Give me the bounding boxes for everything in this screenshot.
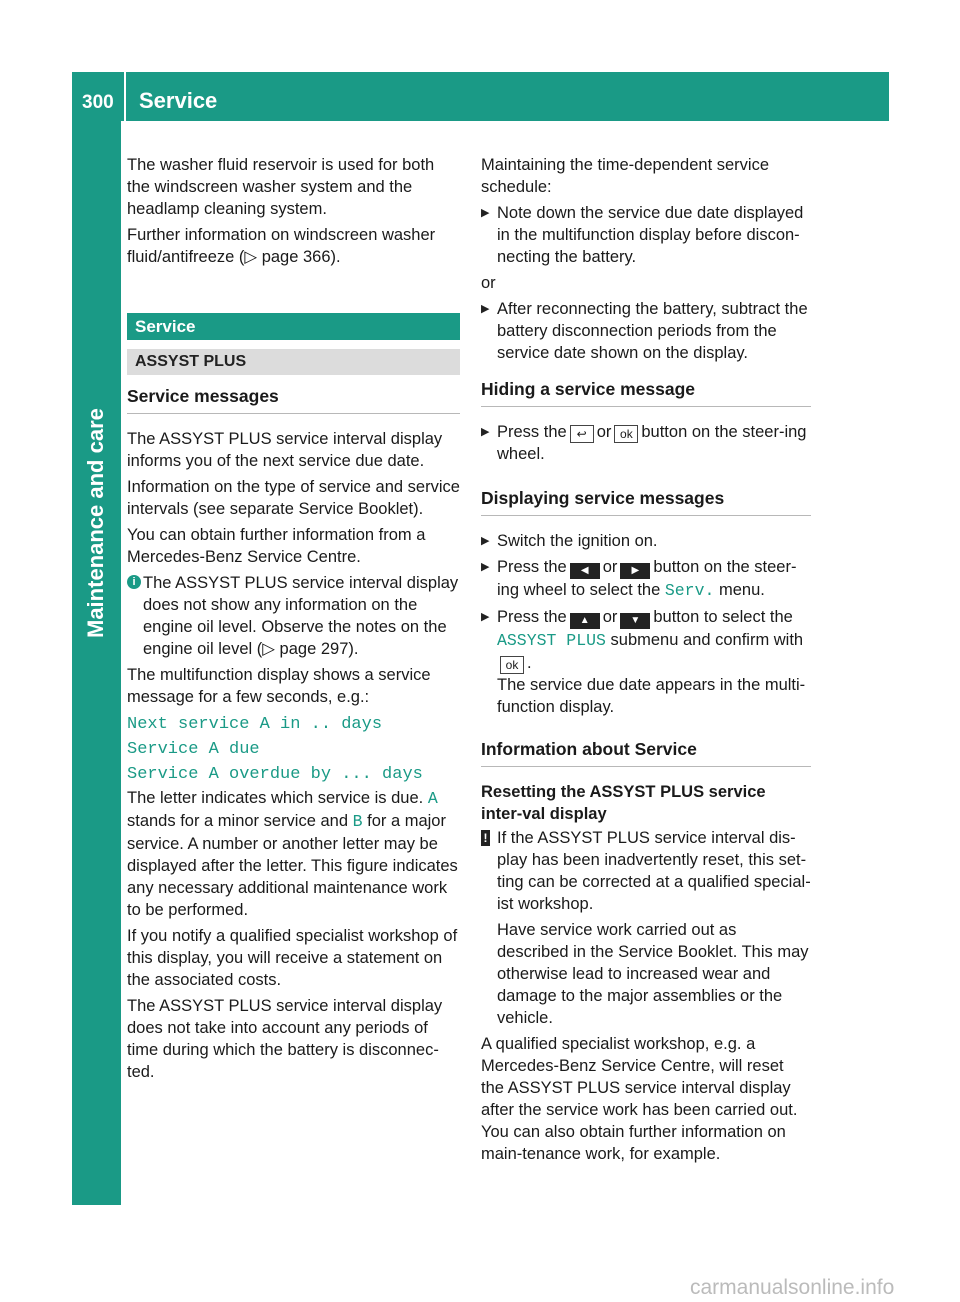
- step-text: .: [527, 654, 532, 672]
- step-text: menu.: [718, 581, 765, 599]
- ok-button-icon: ok: [614, 425, 638, 443]
- paragraph: The ASSYST PLUS service interval display does not take into account any periods of time during which the battery is disconnec-ted.: [127, 997, 443, 1081]
- side-tab: [72, 121, 121, 1161]
- step-text: Switch the ignition on.: [497, 532, 658, 550]
- step-text: submenu and confirm with: [610, 631, 804, 649]
- left-arrow-button-icon: ◀: [570, 563, 600, 579]
- warning-note: [481, 827, 811, 1029]
- right-column: [481, 154, 811, 1169]
- text: The letter indicates which service is due.: [127, 789, 424, 807]
- subheading-reset: Resetting the ASSYST PLUS service inter-val display: [481, 783, 766, 823]
- info-note: [127, 572, 460, 660]
- step: [481, 421, 811, 465]
- service-letter-a: A: [427, 789, 438, 808]
- info-note-text: The ASSYST PLUS service interval display does not show any information on the engine oil level. Observe the notes on the engine oil level (: [143, 574, 459, 658]
- page-number: 300: [82, 92, 114, 113]
- heading-displaying: Displaying service messages: [481, 487, 811, 516]
- paragraph-service-letter: [127, 787, 460, 921]
- page-ref-icon: ▷: [262, 640, 275, 658]
- step-text: button on the steer-ing wheel.: [497, 423, 807, 463]
- step-text: Press the: [497, 608, 567, 626]
- paragraph: The ASSYST PLUS service interval display informs you of the next service due date.: [127, 430, 443, 470]
- arrow-icon: ▶: [481, 303, 490, 315]
- paragraph: You can obtain further information from a Mercedes-Benz Service Centre.: [127, 526, 426, 566]
- page-ref: page 297).: [279, 640, 359, 658]
- display-message: Next service A in .. days: [127, 715, 383, 734]
- heading-service-messages: Service messages: [127, 385, 460, 414]
- submenu-name: ASSYST PLUS: [497, 631, 606, 650]
- heading-hiding: Hiding a service message: [481, 378, 811, 407]
- step: [481, 530, 811, 552]
- step-text: After reconnecting the battery, subtract the battery disconnection periods from the service date shown on the display.: [497, 300, 808, 362]
- paragraph: Maintaining the time-dependent service schedule:: [481, 156, 770, 196]
- up-arrow-button-icon: ▲: [570, 613, 600, 629]
- side-tab-label: Maintenance and care: [83, 408, 108, 638]
- section-bar-service: Service: [127, 313, 460, 340]
- step-text: or: [596, 423, 612, 441]
- step-text: button on the steer-ing wheel to select the: [497, 558, 797, 599]
- info-icon: i: [127, 575, 141, 589]
- left-column: [127, 154, 460, 1087]
- section-bar-assyst: ASSYST PLUS: [127, 349, 460, 375]
- paragraph: The multifunction display shows a service message for a few seconds, e.g.:: [127, 666, 431, 706]
- text: stands for a minor service and: [127, 812, 349, 830]
- service-letter-b: B: [352, 812, 363, 831]
- intro-reference-text: Further information on windscreen washer fluid/antifreeze (: [127, 226, 436, 266]
- menu-name: Serv.: [664, 581, 715, 600]
- intro-reference: [127, 224, 460, 268]
- page-title: Service: [139, 88, 218, 113]
- header-divider: [124, 72, 126, 121]
- arrow-icon: ▶: [481, 426, 490, 438]
- step: [481, 202, 811, 268]
- back-button-icon: ↩: [570, 425, 594, 443]
- step: [481, 298, 811, 364]
- step-result: The service due date appears in the multi-function display.: [497, 676, 806, 716]
- arrow-icon: ▶: [481, 561, 490, 573]
- display-message: Service A due: [127, 740, 260, 759]
- side-tab-marker: [72, 1161, 121, 1205]
- step: [481, 556, 811, 602]
- right-arrow-button-icon: ▶: [620, 563, 650, 579]
- warning-icon: !: [481, 830, 490, 846]
- paragraph: Information on the type of service and service intervals (see separate Service Booklet).: [127, 478, 460, 518]
- arrow-icon: ▶: [481, 535, 490, 547]
- text: for a major service. A number or another letter may be displayed after the letter. This figure indicates any necessary additional maintenance work to be performed.: [127, 812, 458, 919]
- step-text: Note down the service due date displayed in the multifunction display before discon-necting the battery.: [497, 204, 804, 266]
- or-text: or: [481, 274, 496, 292]
- intro-paragraph: The washer fluid reservoir is used for both the windscreen washer system and the headlamp cleaning system.: [127, 156, 435, 218]
- step-text: button to select the: [653, 608, 793, 626]
- step: [481, 606, 811, 718]
- watermark: carmanualsonline.info: [690, 1276, 895, 1299]
- warning-text: Have service work carried out as described in the Service Booklet. This may otherwise lead to increased wear and damage to the major assemblies or the vehicle.: [497, 921, 809, 1027]
- paragraph: If you notify a qualified specialist workshop of this display, you will receive a statement on the associated costs.: [127, 927, 458, 989]
- paragraph: A qualified specialist workshop, e.g. a Mercedes-Benz Service Centre, will reset the ASSYST PLUS service interval display after the service work has been carried out. You can also obtain further information on main-tenance work, for example.: [481, 1035, 798, 1163]
- down-arrow-button-icon: ▼: [620, 613, 650, 629]
- arrow-icon: ▶: [481, 207, 490, 219]
- display-message: Service A overdue by ... days: [127, 765, 423, 784]
- heading-info-service: Information about Service: [481, 738, 811, 767]
- step-text: or: [602, 558, 618, 576]
- step-text: Press the: [497, 558, 567, 576]
- step-text: or: [602, 608, 618, 626]
- warning-text: If the ASSYST PLUS service interval dis-play has been inadvertently reset, this set-ting can be corrected at a qualified special-ist workshop.: [497, 829, 811, 913]
- ok-button-icon: ok: [500, 656, 524, 674]
- page-ref: page 366).: [261, 248, 341, 266]
- arrow-icon: ▶: [481, 611, 490, 623]
- step-text: Press the: [497, 423, 567, 441]
- page-ref-icon: ▷: [244, 248, 258, 266]
